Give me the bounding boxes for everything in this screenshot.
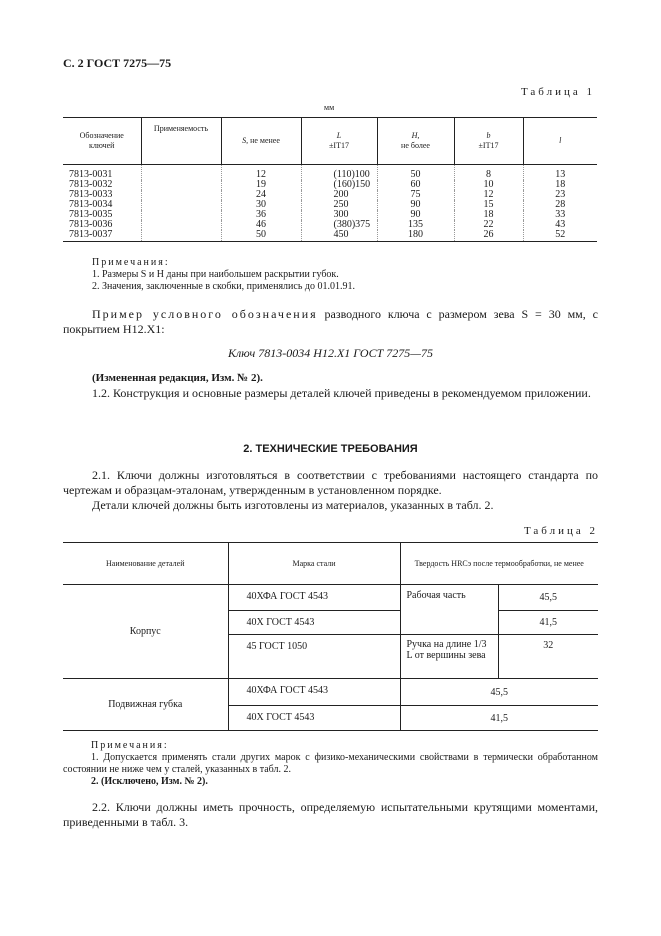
table2-cond-handle: Ручка на длине 1/3 L от вершины зева [400,635,498,679]
table1-cell: 450 [301,230,377,242]
table1-header-l: L ±IT17 [301,118,377,165]
table1-cell: 28 [555,199,566,210]
page-header: С. 2 ГОСТ 7275—75 [63,56,172,70]
table1-cell: 30 [221,200,301,210]
table1-cell: 22 [454,220,523,230]
example-designation: Ключ 7813-0034 Н12.Х1 ГОСТ 7275—75 [228,346,433,360]
table2-header-hardness: Твердость HRCэ после термообработки, не менее [400,543,598,585]
table2-body-name: Корпус [63,585,228,679]
table2-val-1: 45,5 [498,585,598,611]
table1-cell [141,210,221,220]
table1-cell: 75 [377,190,454,200]
example-text: разводного ключа с размером зева S = 30 мм, с покрытием H12.X1: [63,307,598,336]
table1-cell: 300 [301,210,377,220]
table1-cell: 7813-0036 [63,220,141,230]
table2-jaw-val-1: 45,5 [400,679,598,706]
table2-val-3: 32 [498,635,598,679]
paragraph-2-1b: Детали ключей должны быть изготовлены из материалов, указанных в табл. 2. [92,498,494,512]
table1-header-small-l: l [523,118,597,165]
table2-steel-1: 40ХФА ГОСТ 4543 [228,585,400,611]
table1-cell [141,190,221,200]
table1-cell: 200 [301,190,377,200]
table2-steel-2: 40Х ГОСТ 4543 [228,611,400,635]
table1-cell: 33 [555,209,566,220]
table1-cell: (110)100 [301,165,377,181]
paragraph-1-2: 1.2. Конструкция и основные размеры деталей ключей приведены в рекомендуемом приложении. [92,386,591,400]
table1-header-applicability: Применяемость [141,118,221,165]
table1-cell: (160)150 [301,180,377,190]
section-2-title: 2. ТЕХНИЧЕСКИЕ ТРЕБОВАНИЯ [243,443,418,455]
table1-notes [92,257,355,293]
table2-jaw-name: Подвижная губка [63,679,228,731]
example-paragraph [63,307,598,337]
table2-jaw-val-2: 41,5 [400,706,598,731]
table1-cell: 36 [221,210,301,220]
table2-label: Таблица 2 [523,525,598,537]
table1-header-s: S, не менее [221,118,301,165]
table1-cell: 23 [555,189,566,200]
table1-cell: 43 [555,219,566,230]
table1-row [63,200,597,210]
table2-steel-3: 45 ГОСТ 1050 [228,635,400,679]
table1-header-h: H, не более [377,118,454,165]
table1-row [63,165,597,181]
table1-cell [141,200,221,210]
table2-val-2: 41,5 [498,611,598,635]
table2 [63,542,598,731]
notes2-item-1: 1. Допускается применять стали других марок с физико-механическими свойствами в термически обработанном состоянии не ниже чем у сталей, указанных в табл. 2. [63,752,598,775]
notes1-item-1: 1. Размеры S и H даны при наибольшем раскрытии губок. [92,269,339,280]
table2-jaw-steel-1: 40ХФА ГОСТ 4543 [228,679,400,706]
table1-cell: 7813-0032 [63,180,141,190]
table1-cell: 135 [377,220,454,230]
table1-label: Таблица 1 [520,86,595,98]
table1-cell: (380)375 [301,220,377,230]
table1-cell: 7813-0033 [63,190,141,200]
table1-cell: 8 [454,165,523,181]
table1-cell: 24 [221,190,301,200]
table1-cell: 50 [377,165,454,181]
table1-cell: 90 [377,210,454,220]
table1-row [63,220,597,230]
notes2-item-2: 2. (Исключено, Изм. № 2). [91,776,208,787]
table1-cell: 15 [454,200,523,210]
table2-notes [63,740,598,788]
table1-unit: мм [324,103,335,112]
notes1-item-2: 2. Значения, заключенные в скобки, применялись до 01.01.91. [92,281,355,292]
table1-header-b: b ±IT17 [454,118,523,165]
table1-header-designation: Обозначение ключей [63,118,141,165]
table1-cell [141,180,221,190]
amendment-1: (Измененная редакция, Изм. № 2). [92,372,263,384]
table1-cell: 7813-0037 [63,230,141,242]
table2-cond-working: Рабочая часть [400,585,498,635]
table2-header-steel: Марка стали [228,543,400,585]
table1-cell: 250 [301,200,377,210]
paragraph-2-2: 2.2. Ключи должны иметь прочность, определяемую испытательными крутящими моментами, приведенными в табл. 3. [63,800,598,829]
table1-cell [141,165,221,181]
table1-cell: 7813-0031 [63,165,141,181]
table1-cell: 10 [454,180,523,190]
table1-cell: 52 [523,230,597,242]
paragraph-2-1: 2.1. Ключи должны изготовляться в соответствии с требованиями настоящего стандарта по чертежам и образцам-эталонам, утвержденным в установленном порядке. [63,468,598,497]
table1-cell: 18 [555,179,566,190]
table1-cell: 12 [454,190,523,200]
table1-cell: 50 [221,230,301,242]
table1-cell: 7813-0035 [63,210,141,220]
table1-cell: 7813-0034 [63,200,141,210]
notes2-title: Примечания: [91,740,169,751]
example-lead: Пример условного обозначения [92,307,318,321]
table1-cell: 90 [377,200,454,210]
table1-cell: 18 [454,210,523,220]
notes1-title: Примечания: [92,257,170,268]
table1-cell: 13 [555,169,566,180]
table2-jaw-steel-2: 40Х ГОСТ 4543 [228,706,400,731]
table1-cell: 180 [377,230,454,242]
table1-cell [141,230,221,242]
table1-row [63,230,597,242]
table1-cell [141,220,221,230]
table2-header-part: Наименование деталей [63,543,228,585]
table1-row [63,210,597,220]
table1-cell: 60 [377,180,454,190]
table1-cell: 26 [454,230,523,242]
table1-row [63,180,597,190]
table1-row [63,190,597,200]
table1-cell: 46 [221,220,301,230]
table1 [63,117,597,242]
table1-cell: 19 [221,180,301,190]
table1-cell: 12 [221,165,301,181]
